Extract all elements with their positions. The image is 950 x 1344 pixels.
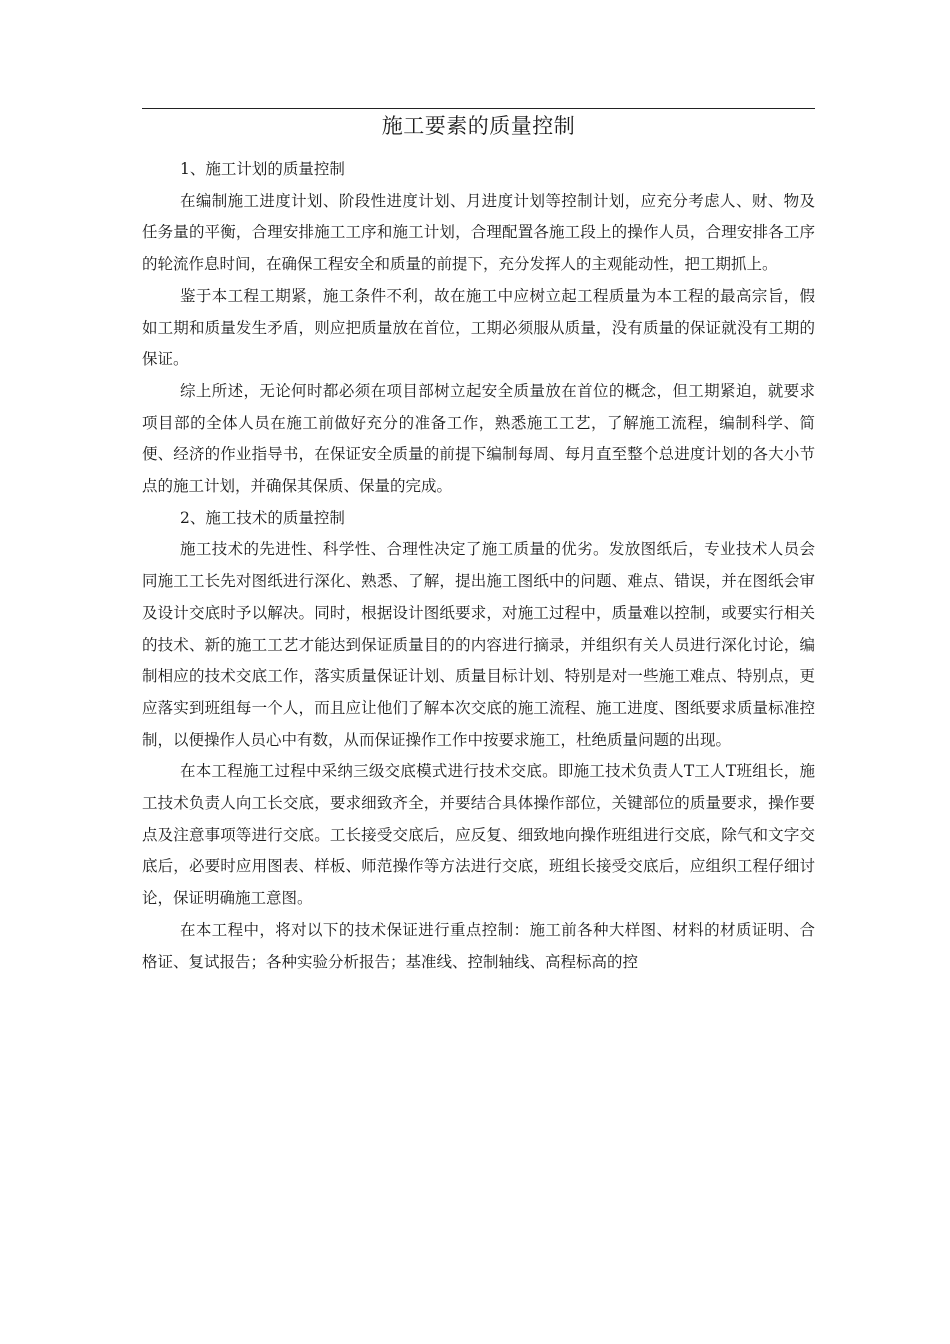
section-heading-plan: 1、施工计划的质量控制: [179, 160, 345, 178]
paragraph: 施工技术的先进性、科学性、合理性决定了施工质量的优劣。发放图纸后，专业技术人员会同施工工长先对图纸进行深化、熟悉、了解，提出施工图纸中的问题、难点、错误，并在图纸会审及设计交底时予以解决。同时，根据设计图纸要求，对施工过程中，质量难以控制，或要实行相关的技术、新的施工工艺才能达到保证质量目的的内容进行摘录，并组织有关人员进行深化讨论，编制相应的技术交底工作，落实质量保证计划、质量目标计划、特别是对一些施工难点、特别点，更应落实到班组每一个人，而且应让他们了解本次交底的施工流程、施工进度、图纸要求质量标准控制，以便操作人员心中有数，从而保证操作工作中按要求施工，杜绝质量问题的出现。: [142, 540, 815, 749]
document-body: [142, 154, 815, 978]
paragraph: 在本工程施工过程中采纳三级交底模式进行技术交底。即施工技术负责人T工人T班组长，施工技术负责人向工长交底，要求细致齐全，并要结合具体操作部位，关键部位的质量要求，操作要点及注意事项等进行交底。工长接受交底后，应反复、细致地向操作班组进行交底，除气和文字交底后，必要时应用图表、样板、师范操作等方法进行交底，班组长接受交底后，应组织工程仔细讨论，保证明确施工意图。: [142, 762, 815, 908]
header-rule: [142, 108, 815, 109]
paragraph: 综上所述，无论何时都必须在项目部树立起安全质量放在首位的概念，但工期紧迫，就要求项目部的全体人员在施工前做好充分的准备工作，熟悉施工工艺，了解施工流程，编制科学、简便、经济的作业指导书，在保证安全质量的前提下编制每周、每月直至整个总进度计划的各大小节点的施工计划，并确保其保质、保量的完成。: [142, 381, 815, 496]
paragraph: 鉴于本工程工期紧，施工条件不利，故在施工中应树立起工程质量为本工程的最高宗旨，假如工期和质量发生矛盾，则应把质量放在首位，工期必须服从质量，没有质量的保证就没有工期的保证。: [142, 286, 815, 369]
section-heading-technique: 2、施工技术的质量控制: [179, 508, 345, 527]
paragraph: 在编制施工进度计划、阶段性进度计划、月进度计划等控制计划，应充分考虑人、财、物及任务量的平衡，合理安排施工工序和施工计划，合理配置各施工段上的操作人员，合理安排各工序的轮流作息时间，在确保工程安全和质量的前提下，充分发挥人的主观能动性，把工期抓上。: [142, 191, 815, 274]
paragraph: 在本工程中，将对以下的技术保证进行重点控制：施工前各种大样图、材料的材质证明、合格证、复试报告；各种实验分析报告；基准线、控制轴线、高程标高的控: [142, 920, 815, 971]
page-title: 施工要素的质量控制: [381, 114, 576, 138]
